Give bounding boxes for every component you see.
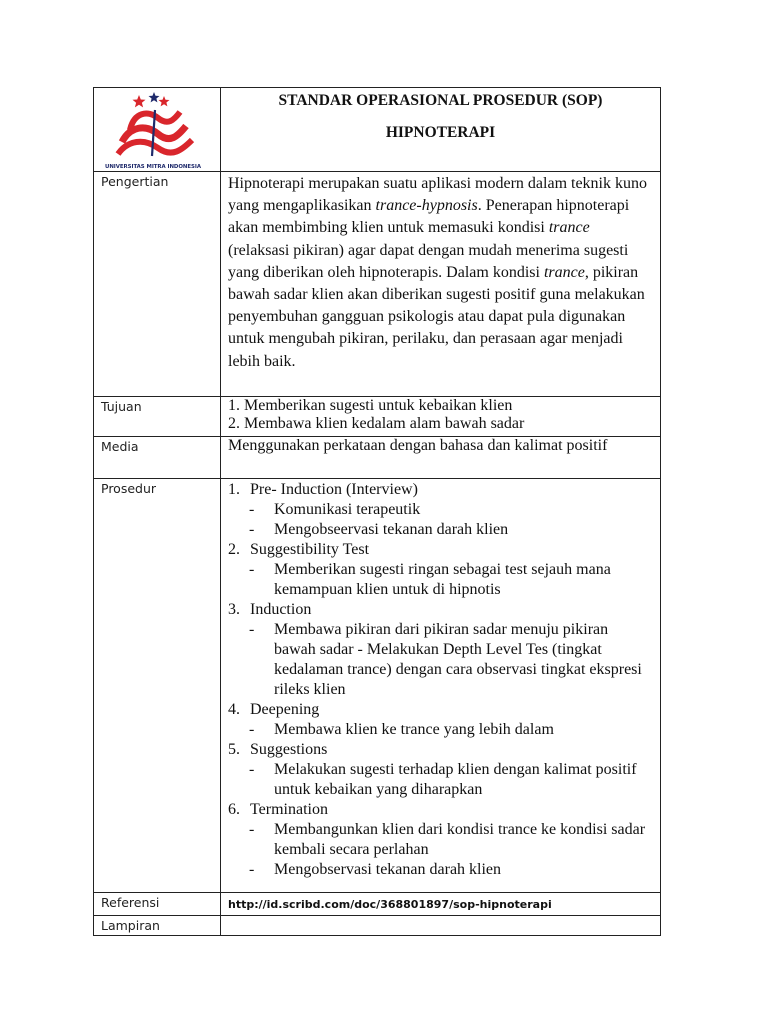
step-subitem: - Membawa klien ke trance yang lebih dalam bbox=[249, 721, 554, 738]
label-prosedur: Prosedur bbox=[94, 479, 221, 893]
step-subitem: - Memberikan sugesti ringan sebagai test sejauh mana kemampuan klien untuk di hipnotis bbox=[249, 561, 611, 598]
header-cell bbox=[221, 88, 661, 172]
label-lampiran: Lampiran bbox=[94, 916, 221, 936]
media-text: Menggunakan perkataan dengan bahasa dan kalimat positif bbox=[221, 437, 661, 479]
step-item: 2. Suggestibility Test bbox=[228, 541, 370, 558]
star-icon bbox=[159, 96, 170, 106]
star-icon bbox=[149, 92, 160, 102]
university-logo bbox=[100, 90, 210, 170]
step-item: 6. Termination bbox=[228, 801, 328, 818]
tujuan-list bbox=[221, 397, 661, 437]
label-pengertian: Pengertian bbox=[94, 172, 221, 397]
logo-cell bbox=[94, 88, 221, 172]
tujuan-item: 2. Membawa klien kedalam alam bawah sadar bbox=[228, 415, 525, 432]
step-subitem: - Membawa pikiran dari pikiran sadar menuju pikiran bawah sadar - Melakukan Depth Level Tes (tingkat kedalaman trance) dengan cara observasi tingkat ekspresi rileks klien bbox=[249, 621, 642, 698]
label-media: Media bbox=[94, 437, 221, 479]
lampiran-value bbox=[221, 916, 661, 936]
label-tujuan: Tujuan bbox=[94, 397, 221, 437]
tujuan-item: 1. Memberikan sugesti untuk kebaikan klien bbox=[228, 397, 513, 414]
pengertian-text: Hipnoterapi merupakan suatu aplikasi modern dalam teknik kuno yang mengaplikasikan trance-hypnosis. Penerapan hipnoterapi akan membimbing klien untuk memasuki kondisi trance (relaksasi pikiran) agar dapat dengan mudah menerima sugesti yang diberikan oleh hipnoterapis. Dalam kondisi trance, pikiran bawah sadar klien akan diberikan sugesti positif guna melakukan penyembuhan gangguan psikologis atau dapat pula digunakan untuk mengubah pikiran, perilaku, dan perasaan agar menjadi lebih baik. bbox=[221, 172, 661, 397]
prosedur-list bbox=[221, 479, 661, 893]
referensi-cell bbox=[221, 893, 661, 916]
step-subitem: - Membangunkan klien dari kondisi trance ke kondisi sadar kembali secara perlahan bbox=[249, 821, 646, 858]
sop-table bbox=[93, 87, 661, 936]
step-subitem: - Melakukan sugesti terhadap klien dengan kalimat positif untuk kebaikan yang diharapkan bbox=[249, 761, 637, 798]
logo-text: UNIVERSITAS MITRA INDONESIA bbox=[105, 164, 201, 170]
step-subitem: - Mengobseervasi tekanan darah klien bbox=[249, 521, 509, 538]
step-item: 1. Pre- Induction (Interview) bbox=[228, 481, 418, 498]
page-title: STANDAR OPERASIONAL PROSEDUR (SOP) bbox=[278, 92, 603, 109]
step-subitem: - Komunikasi terapeutik bbox=[249, 501, 421, 518]
step-subitem: - Mengobservasi tekanan darah klien bbox=[249, 861, 502, 878]
step-item: 3. Induction bbox=[228, 601, 312, 618]
star-icon bbox=[133, 95, 146, 107]
page-subtitle: HIPNOTERAPI bbox=[385, 124, 496, 141]
step-item: 4. Deepening bbox=[228, 701, 320, 718]
referensi-link[interactable]: http://id.scribd.com/doc/368801897/sop-hipnoterapi bbox=[228, 898, 552, 911]
step-item: 5. Suggestions bbox=[228, 741, 328, 758]
label-referensi: Referensi bbox=[94, 893, 221, 916]
